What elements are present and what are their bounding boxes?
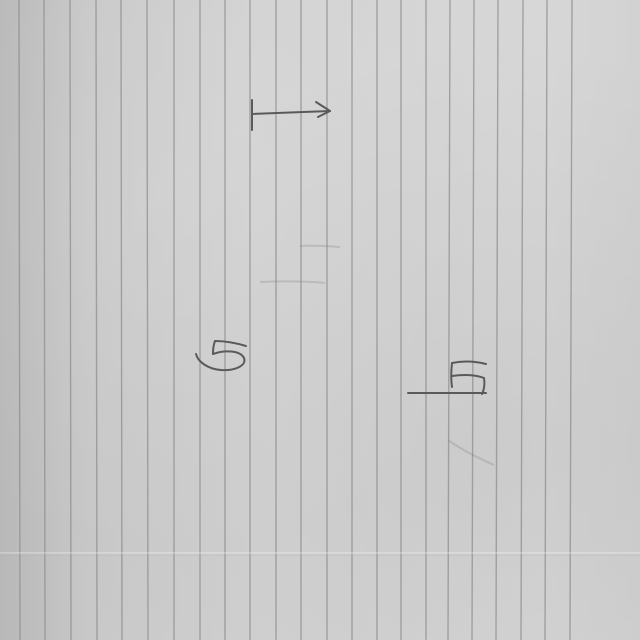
digit-four-sketch [408,362,486,394]
digit-five [196,341,246,370]
faint-erased-marks [260,246,494,465]
arrow-sketch [252,100,330,130]
